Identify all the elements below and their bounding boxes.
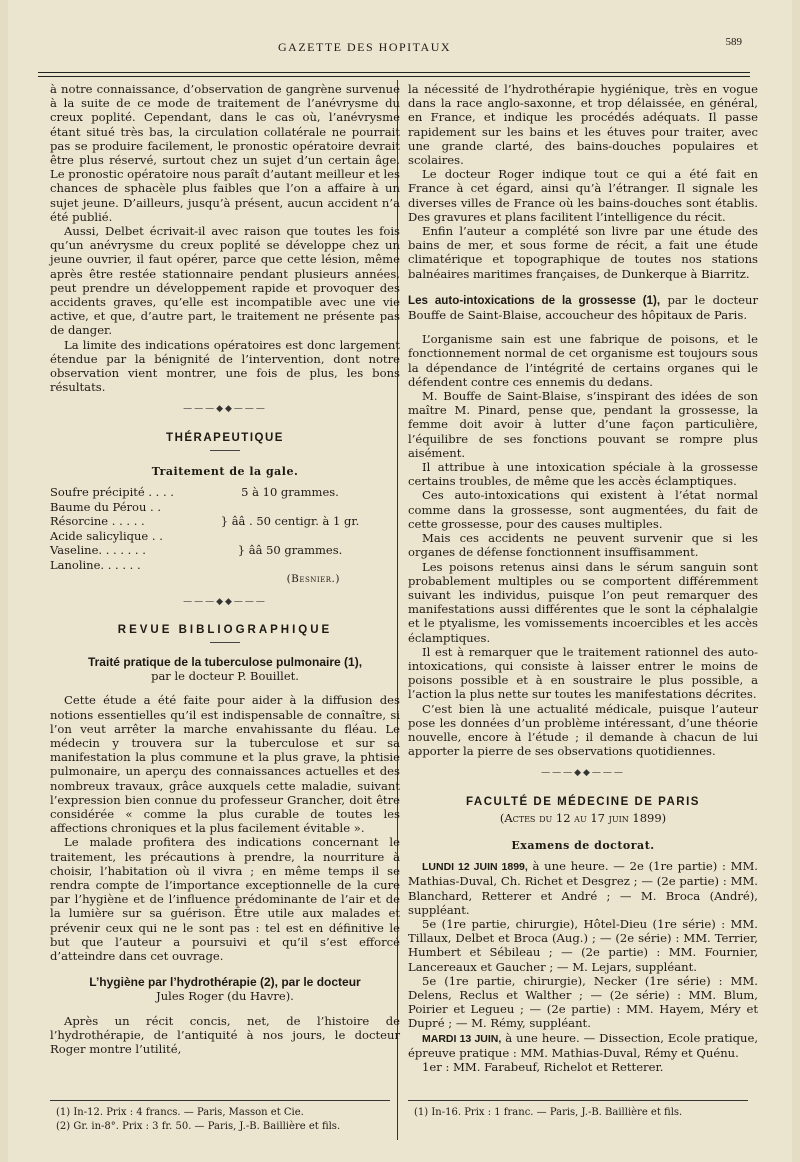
exam-entry: 5e (1re partie, chirurgie), Necker (1re série) : MM. Delens, Reclus et Walther ; — (2e série) : MM. Blum, Poirier et Legueu ; — (2e partie) : MM. Hayem, Méry et Dupré ; — M. Rémy, suppléant.	[408, 973, 758, 1031]
section-subtitle: (Actes du 12 au 17 juin 1899)	[499, 810, 667, 825]
paragraph: M. Bouffe de Saint-Blaise, s’inspirant des idées de son maître M. Pinard, pense que, pendant la grossesse, la femme doit avoir à lutter d’une façon particulière, l’équilibre de ses fonctions pouvant se rompre plus aisément.	[408, 389, 758, 460]
newspaper-page	[8, 0, 792, 1162]
recipe-row: Baume du Pérou . .	[50, 499, 161, 514]
exam-date: MARDI 13 JUIN,	[422, 1032, 502, 1045]
exam-date: LUNDI 12 JUIN 1899,	[422, 861, 528, 874]
recipe-row: Lanoline. . . . . .	[50, 557, 141, 572]
header-rule	[38, 72, 750, 73]
article-author: par le docteur P. Bouillet.	[151, 669, 299, 684]
footnote: (1) In-16. Prix : 1 franc. — Paris, J.-B. Baillière et fils.	[414, 1107, 683, 1118]
paragraph: Enfin l’auteur a complété son livre par une étude des bains de mer, et sous forme de récit, a fait une étude climatérique et topographique de toutes nos stations balnéaires maritimes françaises, de Dunkerque à Biarritz.	[408, 224, 758, 281]
ornament-divider: ———◆◆———	[183, 596, 267, 607]
exam-entry: MARDI 13 JUIN, à une heure. — Dissection, Ecole pratique, épreuve pratique : MM. Mathias-Duval, Rémy et Quénu.	[408, 1030, 759, 1060]
section-title-therapeutique: THÉRAPEUTIQUE	[166, 431, 284, 444]
paragraph: Cette étude a été faite pour aider à la diffusion des notions essentielles qu’il est indispensable de connaître, si l’on veut arrêter la marche envahissante du fléau. Le médecin y trouvera sur la tuberculose et sur sa manifestation la plus commune et la plus grave, la phtisie pulmonaire, un aperçu des connaissances actuelles et des nombreux travaux, grâce auxquels cette maladie, suivant l’expression bien connue du professeur Grancher, doit être considérée « comme la plus curable de toutes les affections chroniques et la plus facilement évitable ».	[50, 693, 400, 836]
exam-entry: 5e (1re partie, chirurgie), Hôtel-Dieu (1re série) : MM. Tillaux, Delbet et Broca (Aug.) ; — (2e série) : MM. Terrier, Humbert et Sébileau ; — (2e partie) : MM. Fournier, Lancereaux et Gaucher ; — M. Lejars, suppléant.	[408, 916, 758, 974]
subsection-title: Traitement de la gale.	[151, 464, 299, 478]
article-author: par le docteur Bouffe de Saint-Blaise, accoucheur des hôpitaux de Paris.	[408, 292, 758, 323]
exam-entry: LUNDI 12 JUIN 1899, à une heure. — 2e (1re partie) : MM. Mathias-Duval, Ch. Richet et Desgrez ; — (2e partie) : MM. Blanchard, Retterer et André ; — M. Broca (André), suppléant.	[408, 859, 758, 917]
recipe-row: Résorcine . . . . . } ââ . 50 centigr. à 1 gr.	[50, 514, 360, 529]
paragraph: Le docteur Roger indique tout ce qui a été fait en France à cet égard, ainsi qu’à l’étranger. Il signale les diverses villes de France où les bains-douches sont établis. Des gravures et plans facilitent l’intelligence du récit.	[408, 167, 758, 224]
paragraph: Il attribue à une intoxication spéciale à la grossesse certains troubles, de même que les accès éclamptiques.	[408, 460, 758, 489]
footnote: (1) In-12. Prix : 4 francs. — Paris, Masson et Cie.	[56, 1107, 304, 1118]
paragraph: Aussi, Delbet écrivait-il avec raison que toutes les fois qu’un anévrysme du creux poplité se développe chez un jeune ouvrier, il faut opérer, parce que cette lésion, même après être restée stationnaire pendant plusieurs années, peut prendre un développement rapide et provoquer des accidents graves, qu’elle est incompatible avec une vie active, et que, d’autre part, le traitement ne présente pas de danger.	[50, 224, 400, 338]
paragraph: Après un récit concis, net, de l’histoire de l’hydrothérapie, de l’antiquité à nos jours, le docteur Roger montre l’utilité,	[50, 1013, 400, 1057]
right-column	[408, 82, 758, 1074]
exam-entry: 1er : MM. Farabeuf, Richelot et Retterer.	[422, 1060, 664, 1074]
paragraph: Il est à remarquer que le traitement rationnel des auto-intoxications, qui consiste à laisser entrer le moins de poisons possible et à en soustraire le plus possible, a l’action la plus nette sur toutes les manifestations décrites.	[408, 644, 758, 702]
recipe-row: Acide salicylique . .	[50, 528, 163, 543]
recipe-signature: (Besnier.)	[286, 573, 340, 586]
footnote: (2) Gr. in-8°. Prix : 3 fr. 50. — Paris, J.-B. Baillière et fils.	[56, 1121, 341, 1132]
recipe-row: Soufre précipité . . . . 5 à 10 grammes.	[50, 485, 339, 500]
paragraph: à notre connaissance, d’observation de gangrène survenue à la suite de ce mode de traitement de l’anévrysme du creux poplité. Cependant, dans le cas où, l’anévrysme étant situé très bas, la circulation collatérale ne pourrait pas se produire facilement, le pronostic opératoire devrait être plus réservé, surtout chez un sujet d’un certain âge. Le pronostic opératoire nous paraît d’autant meilleur et les chances de sphacèle plus faibles que l’on a affaire à un sujet jeune. D’ailleurs, jusqu’à présent, aucun accident n’a été publié.	[50, 82, 400, 224]
page-header	[8, 38, 792, 60]
recipe	[50, 485, 400, 587]
article-heading	[408, 293, 758, 322]
short-rule	[210, 642, 240, 643]
footnote-rule	[408, 1100, 748, 1101]
ornament-divider: ———◆◆———	[541, 768, 625, 779]
article-title: Les auto-intoxications de la grossesse (1),	[408, 293, 661, 307]
article-author: Jules Roger (du Havre).	[156, 989, 294, 1004]
paragraph: L’organisme sain est une fabrique de poisons, et le fonctionnement normal de cet organisme est toujours sous la dépendance de l’intégrité de certains organes qui le défendent contre ces ennemis du dedans.	[408, 332, 758, 389]
left-column	[50, 82, 400, 1056]
article-title: Traité pratique de la tuberculose pulmonaire (1),	[87, 654, 363, 669]
ornament-divider: ———◆◆———	[183, 404, 267, 415]
footnote-rule	[50, 1100, 390, 1101]
section-title-revue: REVUE BIBLIOGRAPHIQUE	[117, 623, 333, 636]
paragraph: la nécessité de l’hydrothérapie hygiénique, très en vogue dans la race anglo-saxonne, et trop délaissée, en général, en France, et indique les procédés adéquats. Il passe rapidement sur les bains et les étuves pour traiter, avec une grande clarté, des bains-douches populaires et scolaires.	[408, 82, 758, 168]
section-title-faculte: FACULTÉ DE MÉDECINE DE PARIS	[466, 795, 700, 808]
page-number: 589	[725, 36, 742, 48]
paragraph: La limite des indications opératoires est donc largement étendue par la bénignité de l’intervention, dont notre observation vient montrer, une fois de plus, les bons résultats.	[50, 337, 400, 395]
short-rule	[210, 450, 240, 451]
subsection-title: Examens de doctorat.	[511, 838, 655, 852]
running-head: GAZETTE DES HOPITAUX	[278, 40, 452, 54]
article-title: L’hygiène par l’hydrothérapie (2), par le docteur	[89, 975, 361, 990]
recipe-row: Vaseline. . . . . . . } ââ 50 grammes.	[50, 543, 343, 558]
paragraph: C’est bien là une actualité médicale, puisque l’auteur pose les données d’un problème intéressant, d’une théorie nouvelle, encore à l’étude ; il demande à chacun de lui apporter la pierre de ses observations quotidiennes.	[408, 701, 758, 759]
paragraph: Les poisons retenus ainsi dans le sérum sanguin sont probablement multiples ou se comportent différemment suivant les individus, puisque l’on peut remarquer des manifestations aussi différentes que le sont la céphalalgie et le ptyalisme, les vomissements incoercibles et les accès éclamptiques.	[408, 559, 758, 645]
paragraph: Mais ces accidents ne peuvent survenir que si les organes de défense fonctionnent insuffisamment.	[408, 531, 758, 560]
paragraph: Le malade profitera des indications concernant le traitement, les précautions à prendre, la nourriture à choisir, l’habitation où il vivra ; en même temps il se rendra compte de l’importance exceptionnelle de la cure par l’hygiène et de l’influence prédominante de l’air et de la lumière sur sa guérison. Être utile aux malades et prévenir ceux qui ne le sont pas : tel est en définitive le but que l’auteur a poursuivi et qu’il s’est efforcé d’atteindre dans cet ouvrage.	[50, 835, 400, 964]
header-rule-2	[38, 76, 750, 77]
paragraph: Ces auto-intoxications qui existent à l’état normal comme dans la grossesse, sont augmentées, du fait de cette grossesse, pour des causes multiples.	[408, 488, 758, 531]
